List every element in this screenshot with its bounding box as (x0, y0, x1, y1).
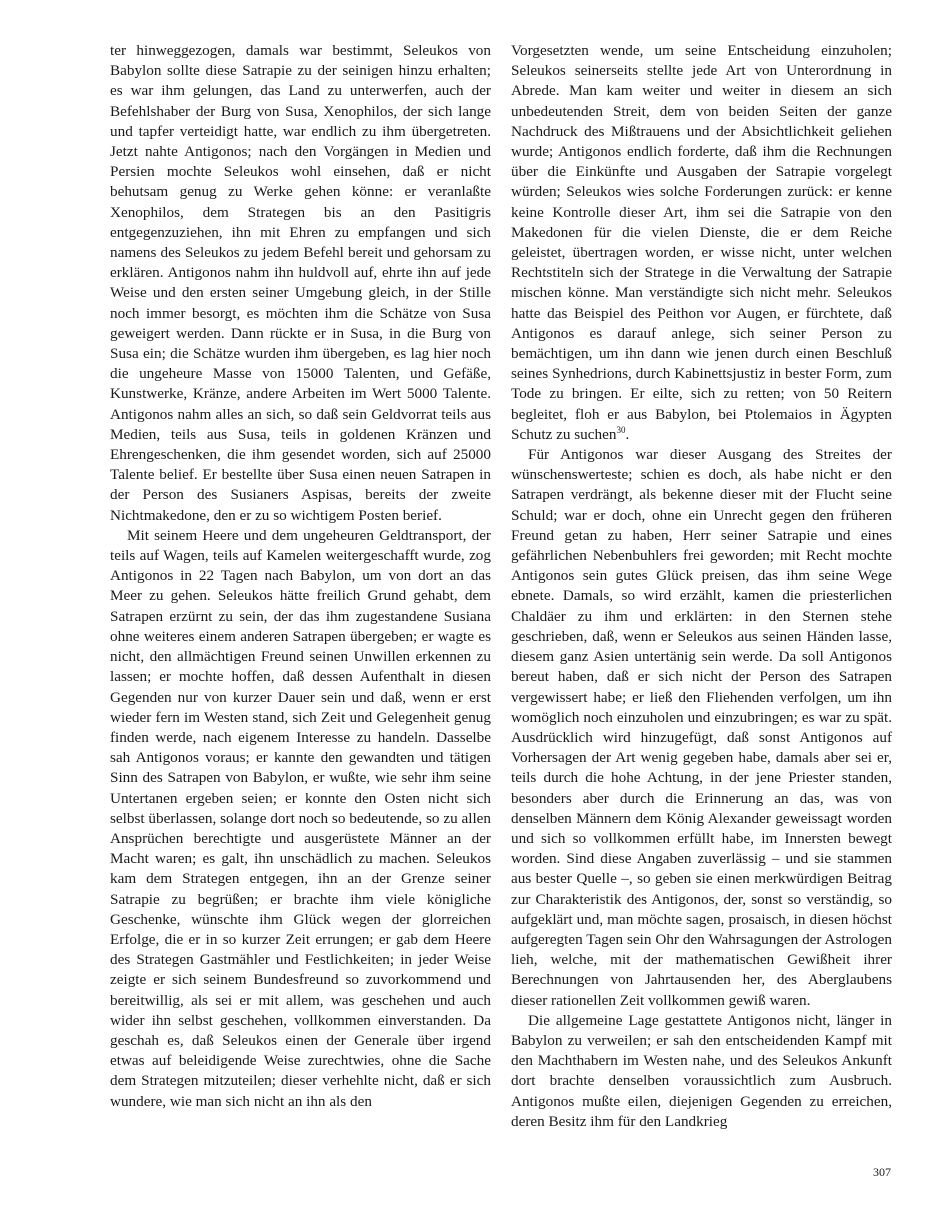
paragraph-end: . (625, 425, 630, 443)
paragraph (511, 41, 892, 445)
footnote-marker[interactable]: 30 (616, 424, 626, 435)
paragraph: Für Antigonos war dieser Ausgang des Streites der wünschenswerteste; schien es doch, als habe nicht er den Satrapen verdrängt, als bekenne dieser mit der Flucht seine Schuld; war er doch, ohne ein Unrecht gegen den früheren Freund getan zu haben, Herr seiner Satrapie und eines gefährlichen Nebenbuhlers frei geworden; mit Recht mochte Antigonos sein gutes Glück preisen, das ihm seine Wege ebnete. Damals, so wird erzählt, kamen die priesterlichen Chaldäer zu ihm und erklärten: in den Sternen stehe geschrieben, daß, wenn er Seleukos aus seinen Händen lasse, diesem ganz Asien untertänig sein werde. Da soll Antigonos bereut haben, daß er sich nicht der Person des Satrapen vergewissert habe; er ließ den Fliehenden verfolgen, um ihn womöglich noch einzuholen und einzubringen; es war zu spät. Ausdrücklich wird hinzugefügt, daß sonst Antigonos auf Vorhersagen der Art wenig gegeben habe, damals aber sei er, teils durch die hohe Achtung, in der jene Priester standen, besonders aber durch die Erinnerung an das, was von denselben Männern dem König Alexander geweissagt worden und sich so vollkommen erfüllt habe, im Innersten bewegt worden. Sind diese Angaben zuverlässig – und sie stammen aus bester Quelle –, so geben sie einen merkwürdigen Beitrag zur Charakteristik des Antigonos, der, sonst so verständig, so aufgeklärt und, man möchte sagen, prosaisch, in diesen höchst aufgeregten Tagen sein Ohr den Wahrsagungen der Astrologen lieh, welche, mit der mathematischen Gewißheit ihrer Berechnungen von Jahrtausenden her, des Aberglaubens dieser rationellen Zeit vollkommen gewiß waren. (511, 446, 892, 1009)
page-number: 307 (873, 1165, 891, 1179)
right-text-column (511, 41, 892, 1132)
left-text-column (110, 41, 491, 1112)
paragraph: Die allgemeine Lage gestattete Antigonos nicht, länger in Babylon zu verweilen; er sah den entscheidenden Kampf mit den Machthabern im Westen nahe, und des Seleukos Ankunft dort brachte denselben voraussichtlich zum Ausbruch. Antigonos mußte eilen, diejenigen Gegenden zu erreichen, deren Besitz ihm für den Landkrieg (511, 1011, 892, 1130)
paragraph: Mit seinem Heere und dem ungeheuren Geldtransport, der teils auf Wagen, teils auf Kamelen weitergeschafft wurde, zog Antigonos in 22 Tagen nach Babylon, um von dort an das Meer zu gehen. Seleukos hätte freilich Grund gehabt, dem Satrapen erzürnt zu sein, der das ihm zugestandene Susiana ohne weiteres einem anderen Satrapen übergeben; er wagte es nicht, den allmächtigen Freund seinen Unwillen erkennen zu lassen; er mochte hoffen, daß dessen Aufenthalt in diesen Gegenden nur von kurzer Dauer sein und daß, wenn er erst wieder fern im Westen stand, sich Zeit und Gelegenheit genug finden werde, nach eigenem Interesse zu handeln. Dasselbe sah Antigonos voraus; er kannte den gewandten und tätigen Sinn des Satrapen von Babylon, er wußte, wie sehr ihm seine Untertanen ergeben seien; er konnte den Osten nicht sich selbst überlassen, solange dort noch so bedeutende, so zu allen Ansprüchen berechtigte und ausgerüstete Männer an der Macht waren; es galt, ihn unschädlich zu machen. Seleukos kam dem Strategen entgegen, ihn an der Grenze seiner Satrapie zu begrüßen; er brachte ihm viele königliche Geschenke, wünschte ihm Glück wegen der glorreichen Erfolge, die er in so kurzer Zeit errungen; er gab dem Heere des Strategen Gastmähler und Festlichkeiten; in jeder Weise zeigte er sich seinem Bundesfreund so zuvorkommend und bereitwillig, als sei er mit allem, was geschehen und auch wider ihn selbst geschehen, vollkommen einverstanden. Da geschah es, daß Seleukos einen der Generale über irgend etwas auf beleidigende Weise zurechtwies, ohne die Sache dem Strategen mitzuteilen; dieser verhehlte nicht, daß er sich wundere, wie man sich nicht an ihn als den (110, 526, 491, 1110)
paragraph-text: Vorgesetzten wende, um seine Entscheidung einzuholen; Seleukos seinerseits stellte jede Art von Unterordnung in Abrede. Man kam weiter und weiter in diesem an sich unbedeutenden Streit, dem von beiden Seiten der ganze Nachdruck des Mißtrauens und der Absichtlichkeit geliehen wurde; Antigonos endlich forderte, daß ihm die Rechnungen über die Einkünfte und Ausgaben der Satrapie vorgelegt würden; Seleukos wies solche Forderungen zurück: er kenne keine Kontrolle dieser Art, ihm sei die Satrapie von den Makedonen für die vielen Dienste, die er dem Reiche geleistet, übertragen worden, er wisse nicht, unter welchen Rechtstiteln sich der Stratege in die Verwaltung der Satrapie mischen könne. Man verständigte sich nicht mehr. Seleukos hatte das Beispiel des Peithon vor Augen, er fürchtete, daß Antigonos es darauf anlege, sich seiner Person zu bemächtigen, um ihn dann wie jenen durch einen Beschluß seines Synhedrions, durch Kabinettsjustiz in bester Form, zum Tode zu bringen. Er eilte, sich zu retten; von 50 Reitern begleitet, floh er aus Babylon, bei Ptolemaios in Ägypten Schutz zu suchen (511, 42, 892, 443)
paragraph: ter hinweggezogen, damals war bestimmt, Seleukos von Babylon sollte diese Satrapie zu der seinigen hinzu erhalten; es war ihm gelungen, das Land zu unterwerfen, auch der Befehlshaber der Burg von Susa, Xenophilos, der sich lange und tapfer verteidigt hatte, war endlich zu ihm übergetreten. Jetzt nahte Antigonos; nach den Vorgängen in Medien und Persien mochte Seleukos wohl einsehen, daß er nicht behutsam genug zu Werke gehen könne: er veranlaßte Xenophilos, dem Strategen bis an den Pasitigris entgegenzuziehen, ihn mit Ehren zu empfangen und sich namens des Seleukos zu jedem Befehl bereit und gehorsam zu erklären. Antigonos nahm ihn huldvoll auf, ehrte ihn auf jede Weise und den ersten seiner Umgebung gleich, in der Stille noch immer besorgt, es möchten ihm die Schätze von Susa geweigert werden. Dann rückte er in Susa, in die Burg von Susa ein; die Schätze wurden ihm übergeben, es lag hier noch die ungeheure Masse von 15000 Talenten, und Gefäße, Kunstwerke, Kränze, andere Arbeiten im Wert 5000 Talente. Antigonos nahm alles an sich, so daß sein Geldvorrat teils aus Medien, teils aus Susa, teils in goldenen Kränzen und Ehrengeschenken, die ihm gesendet worden, sich auf 25000 Talente belief. Er bestellte über Susa einen neuen Satrapen in der Person des Susianers Aspisas, bereits der zweite Nichtmakedone, den er zu so wichtigem Posten berief. (110, 42, 491, 524)
